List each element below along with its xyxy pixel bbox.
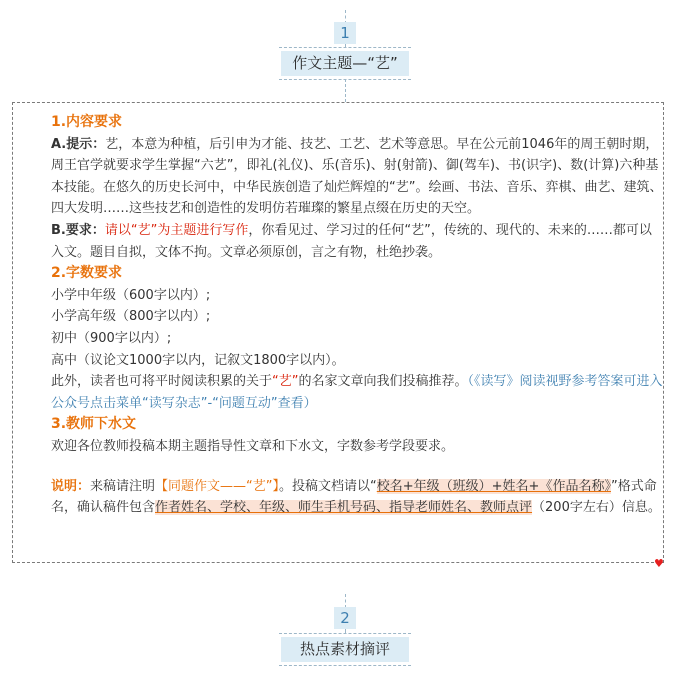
paragraph-requirement bbox=[24, 220, 664, 263]
requirement-text: ，你看见过、学习过的任何“艺”，传统的、现代的、未来的……都可以入文。题目自拟，文体不拘。文章必须原创，言之有物，杜绝抄袭。 bbox=[51, 222, 652, 260]
hint-text: 艺，本意为种植，后引申为才能、技艺、工艺、艺术等意思。早在公元前1046年的周王朝时期，周王官学就要求学生掌握“六艺”，即礼(礼仪)、乐(音乐)、射(射箭)、御(驾车)、书(识字)、数(计算)六种基本技能。在悠久的历史长河中，中华民族创造了灿烂辉煌的“艺”。绘画、书法、音乐、弈棋、曲艺、建筑、四大发明……这些技艺和创造性的发明仿若璀璨的繁星点缀在历史的天空。 bbox=[51, 136, 663, 217]
note-text: 。投稿文档请以“ bbox=[279, 478, 377, 494]
section-title bbox=[279, 47, 411, 80]
word-limit-item: 初中（900字以内）; bbox=[51, 330, 172, 346]
requirement-emphasis: 请以“艺”为主题进行写作 bbox=[104, 222, 249, 238]
word-limit-item: 高中（议论文1000字以内，记叙文1800字以内）。 bbox=[51, 352, 345, 368]
extra-text: 此外，读者也可将平时阅读积累的关于 bbox=[51, 374, 273, 390]
paragraph-extra bbox=[24, 371, 664, 414]
extra-text: 的名家文章向我们投稿推荐。 bbox=[298, 374, 468, 390]
word-limit-item: 小学高年级（800字以内）; bbox=[51, 309, 211, 325]
note-label: 说明： bbox=[51, 478, 91, 494]
paragraph-teacher: 欢迎各位教师投稿本期主题指导性文章和下水文，字数参考学段要求。 bbox=[51, 438, 455, 454]
section-number: 2 bbox=[334, 607, 356, 629]
heading-content-requirements: 1.内容要求 bbox=[51, 114, 123, 130]
section-title bbox=[279, 633, 411, 666]
section-number: 1 bbox=[334, 22, 356, 44]
divider-line bbox=[345, 594, 346, 608]
hint-label: A.提示： bbox=[51, 136, 106, 152]
content-body bbox=[24, 112, 664, 519]
paragraph-note bbox=[24, 476, 664, 519]
note-text: 来稿请注明 bbox=[90, 478, 156, 494]
word-limit-item: 小学中年级（600字以内）; bbox=[51, 287, 211, 303]
note-text: （200字左右）信息。 bbox=[532, 500, 661, 516]
section-title-text: 热点素材摘评 bbox=[281, 637, 409, 662]
note-highlight-filename: 校名+年级（班级）+姓名+《作品名称》 bbox=[376, 478, 611, 494]
note-text: ”格式命名，确认稿件包含 bbox=[51, 478, 657, 516]
requirement-label: B.要求： bbox=[51, 222, 105, 238]
heart-icon: ♥ bbox=[654, 557, 664, 570]
extra-emphasis: “艺” bbox=[272, 374, 299, 390]
heading-word-count: 2.字数要求 bbox=[51, 265, 123, 282]
divider-line bbox=[345, 79, 346, 102]
paragraph-hint bbox=[24, 134, 664, 220]
section-title-text: 作文主题—“艺” bbox=[281, 51, 409, 76]
extra-link-note: （《读写》阅读视野参考答案可进入公众号点击菜单“读写杂志”-“问题互动”查看） bbox=[51, 374, 663, 411]
note-highlight-fields: 作者姓名、学校、年级、师生手机号码、指导老师姓名、教师点评 bbox=[155, 500, 533, 516]
note-emphasis: 【同题作文——“艺”】 bbox=[155, 478, 280, 494]
heading-teacher-essay: 3.教师下水文 bbox=[51, 416, 137, 433]
